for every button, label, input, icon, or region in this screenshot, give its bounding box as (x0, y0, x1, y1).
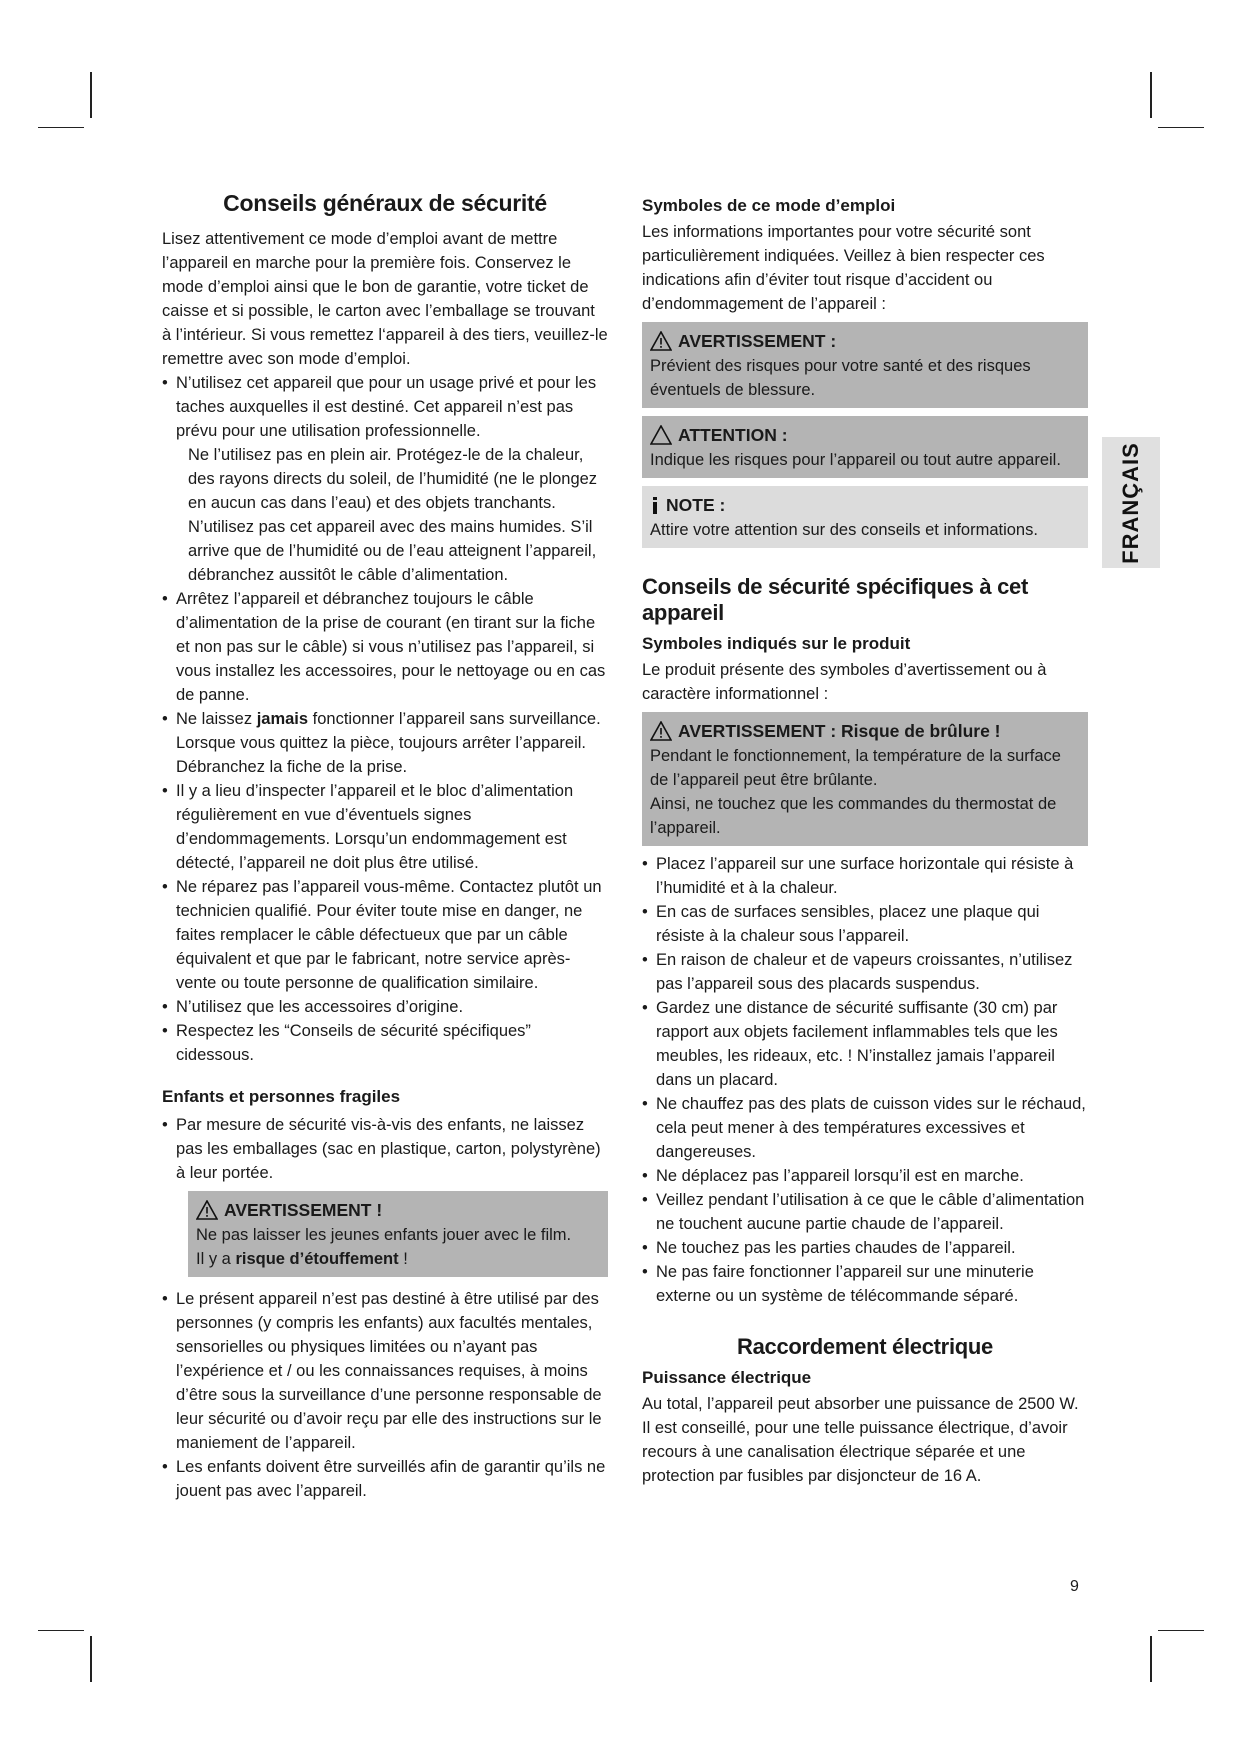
intro-paragraph: Lisez attentivement ce mode d’emploi avant de mettre l’appareil en marche pour la première fois. Conservez le mode d’emploi ainsi que le bon de garantie, votre ticket de caisse et si possible, le carton avec l’emballage se trouvant à l’intérieur. Si vous remettez l‘appareil à des tiers, veuillez-le remettre avec son mode d’emploi. (162, 230, 608, 368)
general-safety-list (162, 371, 608, 1067)
symbol-attention-box (642, 416, 1088, 478)
attention-triangle-icon (650, 425, 672, 445)
list-item: • N’utilisez cet appareil que pour un usage privé et pour les taches auxquelles il est destiné. Cet appareil n’est pas prévu pour une utilisation professionnelle. Ne l’utilisez pas en plein air. Protégez-le de la chaleur, des rayons directs du soleil, de l’humidité (ne le plongez en aucun cas dans l’eau) et des objets tranchants. N’utilisez pas cet appareil avec des mains humides. S’il arrive que de l’humidité ou de l’eau atteignent l’appareil, débranchez aussitôt le câble d’alimentation. (162, 371, 608, 587)
warning-text: Prévient des risques pour votre santé et des risques éventuels de blessure. (650, 357, 1031, 399)
children-list (162, 1113, 608, 1185)
list-item: • Par mesure de sécurité vis-à-vis des enfants, ne laissez pas les emballages (sac en plastique, carton, polystyrène) à leur portée. (162, 1113, 608, 1185)
language-tab (1102, 437, 1160, 568)
power-heading: Puissance électrique (642, 1368, 812, 1387)
warning-text: Ne pas laisser les jeunes enfants jouer avec le film. (196, 1226, 572, 1244)
crop-mark (90, 72, 92, 118)
language-tab-label: FRANÇAIS (1118, 441, 1143, 564)
crop-mark (1158, 1630, 1204, 1631)
symbol-note-box (642, 486, 1088, 548)
list-item: • Les enfants doivent être surveillés afin de garantir qu’ils ne jouent pas avec l’appareil. (162, 1455, 608, 1503)
product-symbols-text: Le produit présente des symboles d’avertissement ou à caractère informationnel : (642, 661, 1047, 703)
list-item: • Ne laissez jamais fonctionner l’appareil sans surveillance. Lorsque vous quittez la pièce, toujours arrêter l’appareil. Débranchez la fiche de la prise. (162, 707, 608, 779)
crop-mark (1158, 127, 1204, 128)
list-item: • Le présent appareil n’est pas destiné à être utilisé par des personnes (y compris les enfants) aux facultés mentales, sensorielles ou physiques limitées ou n’ayant pas l’expérience et / ou les connaissances requises, à moins d’être sous la surveillance d’une personne responsable de leur sécurité ou d’avoir reçu par elle des instructions sur le maniement de l’appareil. (162, 1287, 608, 1455)
product-symbols-heading: Symboles indiqués sur le produit (642, 634, 911, 653)
list-item: • Ne pas faire fonctionner l’appareil sur une minuterie externe ou un système de télécommande séparé. (642, 1260, 1088, 1308)
manual-symbols-text: Les informations importantes pour votre sécurité sont particulièrement indiquées. Veillez à bien respecter ces indications afin d’éviter tout risque d’accident ou d’endommagement de l’appareil : (642, 223, 1045, 313)
info-icon (650, 495, 660, 515)
list-item: • En raison de chaleur et de vapeurs croissantes, n’utilisez pas l’appareil sous des placards suspendus. (642, 948, 1088, 996)
list-item: • Ne chauffez pas des plats de cuisson vides sur le réchaud, cela peut mener à des températures excessives et dangereuses. (642, 1092, 1088, 1164)
warning-text: Ainsi, ne touchez que les commandes du thermostat de l’appareil. (650, 795, 1057, 837)
suffocation-warning-box (188, 1191, 608, 1277)
warning-box-title: AVERTISSEMENT ! (196, 1197, 600, 1223)
crop-mark (1150, 72, 1152, 118)
crop-mark (38, 127, 84, 128)
list-item: • Il y a lieu d’inspecter l’appareil et le bloc d’alimentation régulièrement en vue d’éventuels signes d’endommagements. Lorsqu’un endommagement est détecté, l’appareil ne doit plus être utilisé. (162, 779, 608, 875)
general-safety-title: Conseils généraux de sécurité (223, 190, 547, 216)
note-box-title: NOTE : (650, 492, 1080, 518)
list-item: • En cas de surfaces sensibles, placez une plaque qui résiste à la chaleur sous l’appareil. (642, 900, 1088, 948)
warning-triangle-icon (650, 331, 672, 351)
crop-mark (1150, 1636, 1152, 1682)
list-item: • Arrêtez l’appareil et débranchez toujours le câble d’alimentation de la prise de courant (en tirant sur la fiche et non pas sur le câble) si vous n’utilisez pas l’appareil, si vous installez les accessoires, pour le nettoyage ou en cas de panne. (162, 587, 608, 707)
warning-box-title: AVERTISSEMENT : Risque de brûlure ! (650, 718, 1080, 744)
list-item: • Ne réparez pas l’appareil vous-même. Contactez plutôt un technicien qualifié. Pour éviter toute mise en danger, ne faites remplacer le câble défectueux que par un câble équivalent et que par le fabricant, notre service après-vente ou toute personne de qualification similaire. (162, 875, 608, 995)
list-item: • Placez l’appareil sur une surface horizontale qui résiste à l’humidité et à la chaleur. (642, 852, 1088, 900)
page-number: 9 (1070, 1578, 1079, 1595)
symbol-warning-box (642, 322, 1088, 408)
list-item: • Respectez les “Conseils de sécurité spécifiques” cidessous. (162, 1019, 608, 1067)
list-item: • N’utilisez que les accessoires d’origine. (162, 995, 608, 1019)
warning-text: Pendant le fonctionnement, la température de la surface de l’appareil peut être brûlante. (650, 747, 1061, 789)
manual-symbols-heading: Symboles de ce mode d’emploi (642, 196, 896, 215)
list-item: • Gardez une distance de sécurité suffisante (30 cm) par rapport aux objets facilement inflammables tels que les meubles, les rideaux, etc. ! N’installez jamais l’appareil dans un placard. (642, 996, 1088, 1092)
list-item-continuation: Ne l’utilisez pas en plein air. Protégez-le de la chaleur, des rayons directs du soleil, de l’humidité (ne le plongez en aucun cas dans l’eau) et des objets tranchants. N’utilisez pas cet appareil avec des mains humides. S’il arrive que de l’humidité ou de l’eau atteignent l’appareil, débranchez aussitôt le câble d’alimentation. (188, 446, 598, 584)
list-item: • Veillez pendant l’utilisation à ce que le câble d’alimentation ne touchent aucune partie chaude de l’appareil. (642, 1188, 1088, 1236)
warning-text: Il y a risque d’étouffement ! (196, 1250, 408, 1268)
specific-safety-list (642, 852, 1088, 1308)
list-item: • Ne déplacez pas l’appareil lorsqu’il est en marche. (642, 1164, 1088, 1188)
crop-mark (90, 1636, 92, 1682)
specific-safety-title: Conseils de sécurité spécifiques à cet appareil (642, 574, 1028, 625)
crop-mark (38, 1630, 84, 1631)
vulnerable-persons-list (162, 1287, 608, 1503)
note-text: Attire votre attention sur des conseils et informations. (650, 521, 1038, 539)
power-text: Au total, l’appareil peut absorber une puissance de 2500 W. Il est conseillé, pour une telle puissance électrique, d’avoir recours à une canalisation électrique séparée et une protection par fusibles par disjoncteur de 16 A. (642, 1395, 1079, 1485)
warning-triangle-icon (650, 721, 672, 741)
children-heading: Enfants et personnes fragiles (162, 1087, 401, 1106)
left-column (162, 190, 608, 1503)
attention-text: Indique les risques pour l’appareil ou tout autre appareil. (650, 451, 1061, 469)
burn-warning-box (642, 712, 1088, 846)
attention-box-title: ATTENTION : (650, 422, 1080, 448)
right-column (642, 196, 1088, 1488)
electrical-connection-title: Raccordement électrique (737, 1334, 993, 1359)
warning-triangle-icon (196, 1200, 218, 1220)
warning-box-title: AVERTISSEMENT : (650, 328, 1080, 354)
list-item: • Ne touchez pas les parties chaudes de l’appareil. (642, 1236, 1088, 1260)
